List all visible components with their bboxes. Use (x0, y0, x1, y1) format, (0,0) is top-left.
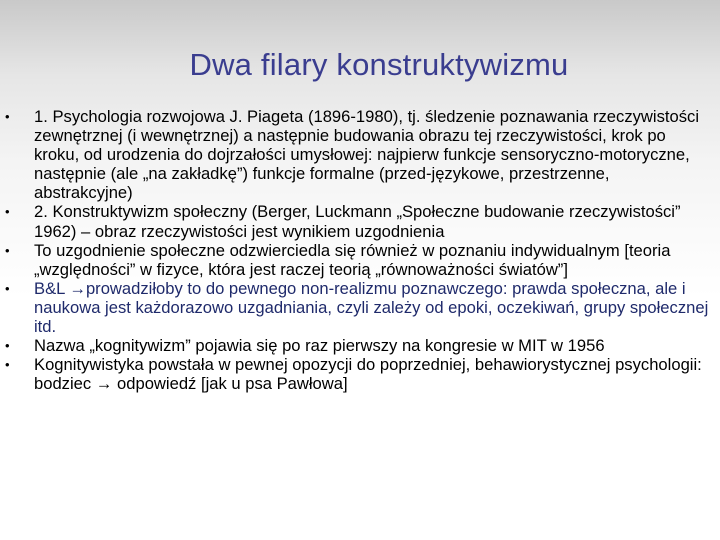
bullet-text: 2. Konstruktywizm społeczny (Berger, Luckmann „Społeczne budowanie rzeczywistości” 1962) – obraz rzeczywistości jest wynikiem uzgodnienia (34, 202, 681, 241)
list-item (0, 202, 712, 240)
bullet-text: B&L →prowadziłoby to do pewnego non-realizmu poznawczego: prawda społeczna, ale i naukowa jest każdorazowo uzgadniania, czyli zależy od epoki, oczekiwań, grupy społecznej itd. (34, 278, 709, 337)
bullet-icon: • (5, 242, 10, 258)
list-item (0, 241, 712, 279)
bullet-icon: • (5, 338, 10, 354)
slide-title: Dwa filary konstruktywizmu (189, 47, 569, 82)
bullet-icon: • (5, 280, 10, 296)
bullet-icon: • (5, 357, 10, 373)
bullet-list (0, 107, 712, 393)
bullet-text: Kognitywistyka powstała w pewnej opozycji do poprzedniej, behawiorystycznej psychologii: bodziec → odpowiedź [jak u psa Pawłowa] (34, 355, 702, 394)
list-item (0, 107, 712, 202)
bullet-text: To uzgodnienie społeczne odzwierciedla się również w poznaniu indywidualnym [teoria „względności” w fizyce, która jest raczej teorią „równoważności światów”] (34, 240, 671, 279)
bullet-icon: • (5, 109, 10, 124)
bullet-text: Nazwa „kognitywizm” pojawia się po raz pierwszy na kongresie w MIT w 1956 (34, 336, 605, 356)
bullet-icon: • (5, 204, 10, 220)
bullet-text: 1. Psychologia rozwojowa J. Piageta (1896-1980), tj. śledzenie poznawania rzeczywistości zewnętrznej (i wewnętrznej) a następnie budowania obrazu tej rzeczywistości, krok po kroku, od urodzenia do dojrzałości umysłowej: najpierw funkcje sensoryczno-motoryczne, następnie (ale „na zakładkę”) funkcje formalne (przed-językowe, przestrzenne, abstrakcyjne) (34, 107, 700, 203)
list-item (0, 336, 712, 355)
list-item (0, 355, 712, 393)
list-item (0, 279, 712, 336)
